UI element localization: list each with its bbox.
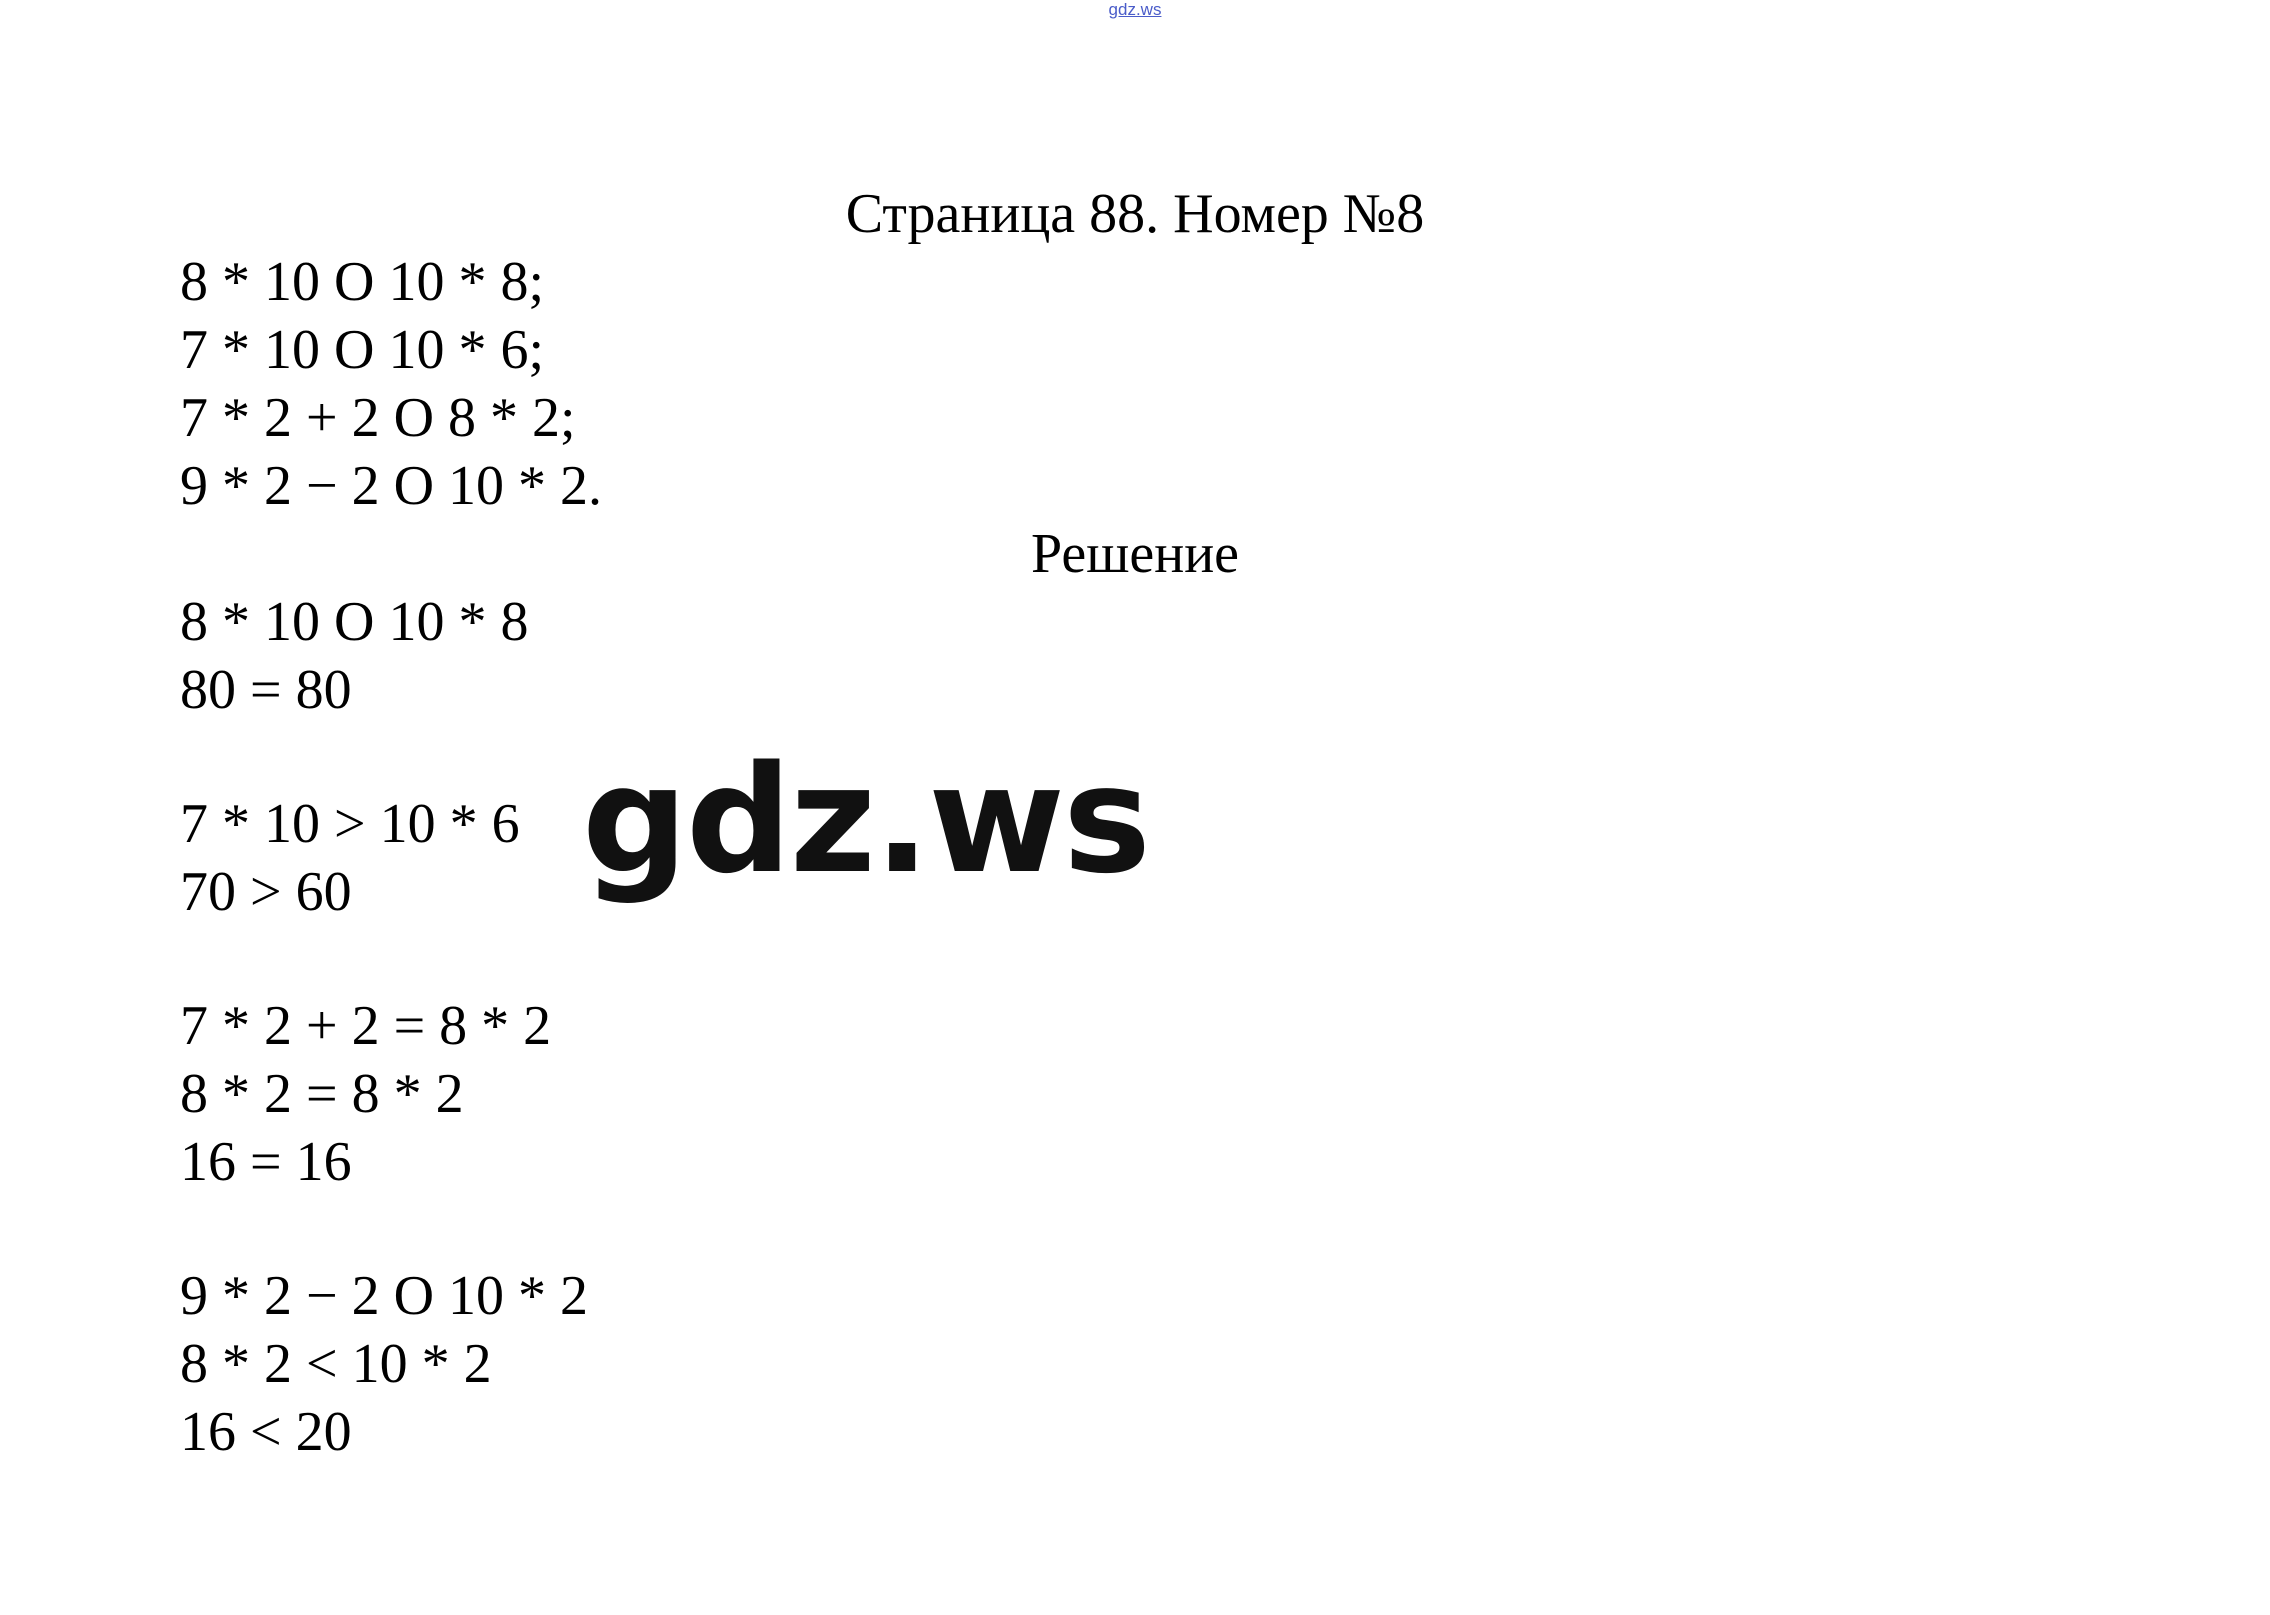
task-line: 8 * 10 O 10 * 8; <box>180 251 544 313</box>
task-statement <box>180 248 602 520</box>
solution-line: 70 > 60 <box>180 861 352 923</box>
task-line: 7 * 2 + 2 O 8 * 2; <box>180 387 576 449</box>
solution-block-2 <box>180 790 588 926</box>
watermark-logo: gdz.ws <box>582 734 1150 906</box>
top-site-link[interactable]: gdz.ws <box>1108 0 1162 19</box>
block-spacer <box>180 724 588 790</box>
solution-block-4 <box>180 1262 588 1466</box>
solution-line: 8 * 10 O 10 * 8 <box>180 591 529 653</box>
solution-line: 9 * 2 − 2 O 10 * 2 <box>180 1265 589 1327</box>
block-spacer <box>180 926 588 992</box>
solution-line: 80 = 80 <box>180 659 352 721</box>
solution-heading: Решение <box>1030 523 1240 585</box>
solution-line: 8 * 2 = 8 * 2 <box>180 1063 464 1125</box>
solution-line: 16 < 20 <box>180 1401 352 1463</box>
block-spacer <box>180 1196 588 1262</box>
page-title: Страница 88. Номер №8 <box>845 183 1425 245</box>
solution-block-3 <box>180 992 588 1196</box>
solution-line: 8 * 2 < 10 * 2 <box>180 1333 492 1395</box>
task-line: 9 * 2 − 2 O 10 * 2. <box>180 455 603 517</box>
solution-line: 16 = 16 <box>180 1131 352 1193</box>
solution-line: 7 * 2 + 2 = 8 * 2 <box>180 995 552 1057</box>
solution-body <box>180 588 588 1466</box>
solution-block-1 <box>180 588 588 724</box>
task-line: 7 * 10 O 10 * 6; <box>180 319 544 381</box>
solution-line: 7 * 10 > 10 * 6 <box>180 793 520 855</box>
